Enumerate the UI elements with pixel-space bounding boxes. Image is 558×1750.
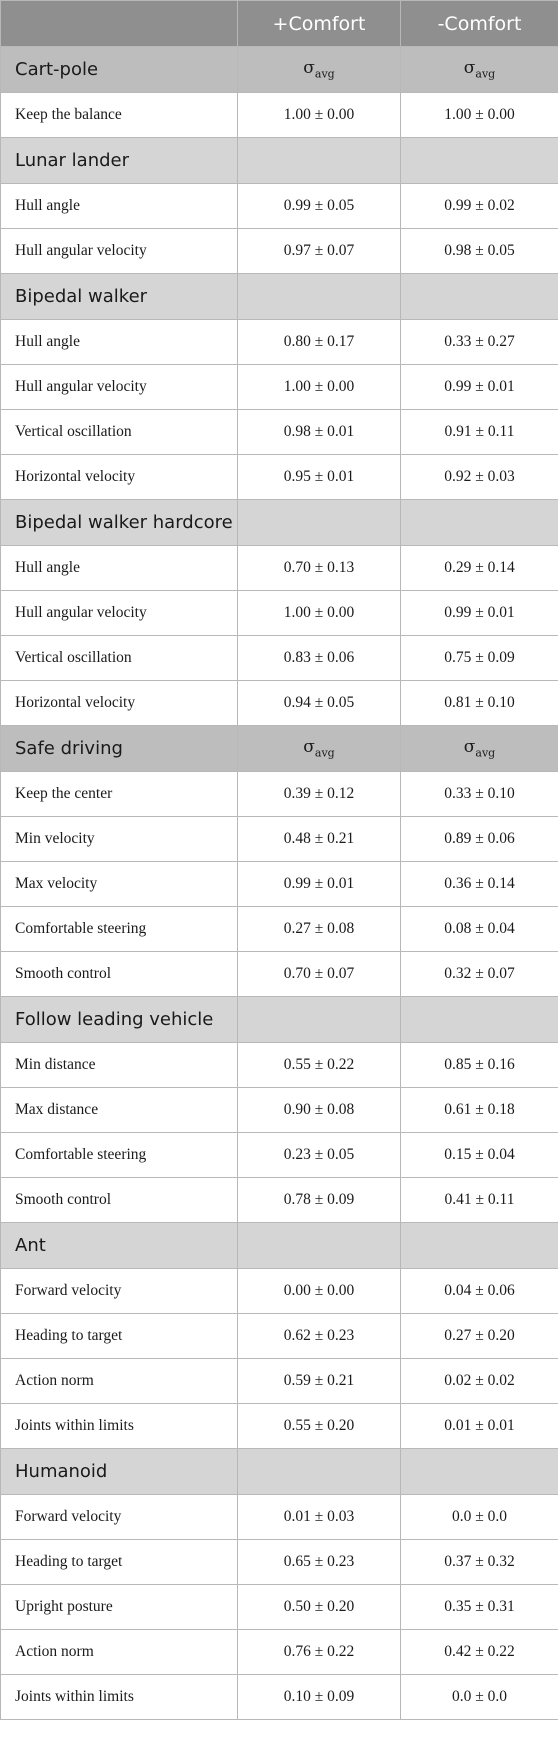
- sigma-avg-label: [238, 1223, 401, 1269]
- metric-name: Action norm: [1, 1359, 238, 1404]
- sigma-avg-label: [238, 1449, 401, 1495]
- sigma-avg-label: [401, 1223, 558, 1269]
- sigma-avg-label: [401, 726, 558, 772]
- metric-name: Upright posture: [1, 1585, 238, 1630]
- metric-name: Heading to target: [1, 1540, 238, 1585]
- metric-name: Heading to target: [1, 1314, 238, 1359]
- table-row: [1, 862, 558, 907]
- section-title: Ant: [1, 1223, 238, 1269]
- table-row: [1, 1088, 558, 1133]
- plus-comfort-value: 0.94 ± 0.05: [238, 681, 401, 726]
- minus-comfort-value: 0.01 ± 0.01: [401, 1404, 558, 1449]
- table-row: [1, 320, 558, 365]
- plus-comfort-value: 0.65 ± 0.23: [238, 1540, 401, 1585]
- table-row: [1, 93, 558, 138]
- minus-comfort-value: 0.29 ± 0.14: [401, 546, 558, 591]
- metric-name: Joints within limits: [1, 1675, 238, 1720]
- sigma-symbol: σ: [303, 737, 315, 758]
- section-header-row: [1, 47, 558, 93]
- sigma-subscript: avg: [475, 67, 496, 81]
- sigma-avg-label: [401, 997, 558, 1043]
- minus-comfort-value: 0.99 ± 0.02: [401, 184, 558, 229]
- minus-comfort-value: 0.08 ± 0.04: [401, 907, 558, 952]
- section-title: Safe driving: [1, 726, 238, 772]
- sigma-avg-label: [238, 47, 401, 93]
- table-row: [1, 952, 558, 997]
- table-row: [1, 817, 558, 862]
- table-row: [1, 1404, 558, 1449]
- header-row: [1, 1, 558, 47]
- table-row: [1, 365, 558, 410]
- sigma-avg-label: [401, 500, 558, 546]
- plus-comfort-value: 0.78 ± 0.09: [238, 1178, 401, 1223]
- minus-comfort-value: 0.27 ± 0.20: [401, 1314, 558, 1359]
- section-title: Humanoid: [1, 1449, 238, 1495]
- table-row: [1, 591, 558, 636]
- metric-name: Forward velocity: [1, 1269, 238, 1314]
- table-row: [1, 772, 558, 817]
- metric-name: Horizontal velocity: [1, 455, 238, 500]
- table-row: [1, 1675, 558, 1720]
- table-row: [1, 1269, 558, 1314]
- minus-comfort-value: 0.37 ± 0.32: [401, 1540, 558, 1585]
- minus-comfort-value: 0.75 ± 0.09: [401, 636, 558, 681]
- section-header-row: [1, 1223, 558, 1269]
- sigma-avg-label: [238, 138, 401, 184]
- plus-comfort-value: 0.95 ± 0.01: [238, 455, 401, 500]
- metric-name: Hull angle: [1, 184, 238, 229]
- plus-comfort-value: 0.99 ± 0.01: [238, 862, 401, 907]
- plus-comfort-value: 0.55 ± 0.20: [238, 1404, 401, 1449]
- metric-name: Smooth control: [1, 1178, 238, 1223]
- metric-name: Hull angular velocity: [1, 365, 238, 410]
- table-row: [1, 184, 558, 229]
- section-title: Follow leading vehicle: [1, 997, 238, 1043]
- sigma-symbol: σ: [463, 58, 476, 79]
- section-title: Bipedal walker: [1, 274, 238, 320]
- minus-comfort-value: 0.02 ± 0.02: [401, 1359, 558, 1404]
- minus-comfort-value: 0.36 ± 0.14: [401, 862, 558, 907]
- minus-comfort-value: 0.42 ± 0.22: [401, 1630, 558, 1675]
- plus-comfort-value: 0.83 ± 0.06: [238, 636, 401, 681]
- minus-comfort-value: 0.41 ± 0.11: [401, 1178, 558, 1223]
- metric-name: Comfortable steering: [1, 907, 238, 952]
- minus-comfort-value: 0.0 ± 0.0: [401, 1675, 558, 1720]
- sigma-avg-label: [238, 500, 401, 546]
- table-row: [1, 1585, 558, 1630]
- metric-name: Joints within limits: [1, 1404, 238, 1449]
- minus-comfort-value: 0.04 ± 0.06: [401, 1269, 558, 1314]
- table-row: [1, 1133, 558, 1178]
- sigma-symbol: σ: [303, 58, 315, 79]
- plus-comfort-value: 0.99 ± 0.05: [238, 184, 401, 229]
- plus-comfort-value: 0.98 ± 0.01: [238, 410, 401, 455]
- minus-comfort-value: 0.32 ± 0.07: [401, 952, 558, 997]
- minus-comfort-value: 0.91 ± 0.11: [401, 410, 558, 455]
- plus-comfort-value: 0.62 ± 0.23: [238, 1314, 401, 1359]
- minus-comfort-value: 0.99 ± 0.01: [401, 365, 558, 410]
- metric-name: Forward velocity: [1, 1495, 238, 1540]
- section-title: Lunar lander: [1, 138, 238, 184]
- metric-name: Horizontal velocity: [1, 681, 238, 726]
- metric-name: Hull angular velocity: [1, 229, 238, 274]
- table-body: [1, 47, 558, 1720]
- plus-comfort-value: 1.00 ± 0.00: [238, 365, 401, 410]
- minus-comfort-value: 0.99 ± 0.01: [401, 591, 558, 636]
- minus-comfort-value: 0.33 ± 0.27: [401, 320, 558, 365]
- table-row: [1, 907, 558, 952]
- plus-comfort-value: 1.00 ± 0.00: [238, 93, 401, 138]
- table-row: [1, 410, 558, 455]
- section-title: Cart-pole: [1, 47, 238, 93]
- sigma-avg-label: [401, 138, 558, 184]
- plus-comfort-value: 0.23 ± 0.05: [238, 1133, 401, 1178]
- plus-comfort-value: 0.01 ± 0.03: [238, 1495, 401, 1540]
- table-row: [1, 1359, 558, 1404]
- plus-comfort-value: 1.00 ± 0.00: [238, 591, 401, 636]
- plus-comfort-value: 0.90 ± 0.08: [238, 1088, 401, 1133]
- table-row: [1, 546, 558, 591]
- table-row: [1, 1043, 558, 1088]
- plus-comfort-value: 0.55 ± 0.22: [238, 1043, 401, 1088]
- table-row: [1, 229, 558, 274]
- minus-comfort-value: 1.00 ± 0.00: [401, 93, 558, 138]
- metric-name: Action norm: [1, 1630, 238, 1675]
- minus-comfort-value: 0.33 ± 0.10: [401, 772, 558, 817]
- plus-comfort-value: 0.80 ± 0.17: [238, 320, 401, 365]
- sigma-subscript: avg: [475, 746, 496, 760]
- minus-comfort-value: 0.0 ± 0.0: [401, 1495, 558, 1540]
- plus-comfort-value: 0.50 ± 0.20: [238, 1585, 401, 1630]
- metric-name: Comfortable steering: [1, 1133, 238, 1178]
- sigma-subscript: avg: [314, 746, 335, 760]
- plus-comfort-value: 0.48 ± 0.21: [238, 817, 401, 862]
- minus-comfort-value: 0.92 ± 0.03: [401, 455, 558, 500]
- minus-comfort-value: 0.89 ± 0.06: [401, 817, 558, 862]
- table-row: [1, 1314, 558, 1359]
- sigma-avg-label: [238, 997, 401, 1043]
- metric-name: Smooth control: [1, 952, 238, 997]
- plus-comfort-value: 0.39 ± 0.12: [238, 772, 401, 817]
- sigma-avg-label: [401, 1449, 558, 1495]
- minus-comfort-value: 0.61 ± 0.18: [401, 1088, 558, 1133]
- table-row: [1, 681, 558, 726]
- metric-name: Vertical oscillation: [1, 636, 238, 681]
- metric-name: Hull angular velocity: [1, 591, 238, 636]
- metric-name: Vertical oscillation: [1, 410, 238, 455]
- section-title: Bipedal walker hardcore: [1, 500, 238, 546]
- sigma-avg-label: [238, 274, 401, 320]
- plus-comfort-value: 0.70 ± 0.13: [238, 546, 401, 591]
- sigma-symbol: σ: [463, 737, 476, 758]
- metric-name: Max velocity: [1, 862, 238, 907]
- metric-name: Min velocity: [1, 817, 238, 862]
- plus-comfort-value: 0.10 ± 0.09: [238, 1675, 401, 1720]
- header-minus-comfort: -Comfort: [401, 1, 558, 47]
- table-row: [1, 1495, 558, 1540]
- section-header-row: [1, 274, 558, 320]
- table-header: [1, 1, 558, 47]
- minus-comfort-value: 0.15 ± 0.04: [401, 1133, 558, 1178]
- table-row: [1, 1540, 558, 1585]
- minus-comfort-value: 0.98 ± 0.05: [401, 229, 558, 274]
- section-header-row: [1, 726, 558, 772]
- section-header-row: [1, 997, 558, 1043]
- metric-name: Hull angle: [1, 320, 238, 365]
- plus-comfort-value: 0.59 ± 0.21: [238, 1359, 401, 1404]
- metric-name: Min distance: [1, 1043, 238, 1088]
- header-corner: [1, 1, 238, 47]
- minus-comfort-value: 0.85 ± 0.16: [401, 1043, 558, 1088]
- sigma-avg-label: [401, 274, 558, 320]
- section-header-row: [1, 1449, 558, 1495]
- sigma-avg-label: [401, 47, 558, 93]
- metric-name: Keep the center: [1, 772, 238, 817]
- metric-name: Hull angle: [1, 546, 238, 591]
- plus-comfort-value: 0.00 ± 0.00: [238, 1269, 401, 1314]
- metric-name: Keep the balance: [1, 93, 238, 138]
- section-header-row: [1, 138, 558, 184]
- metric-name: Max distance: [1, 1088, 238, 1133]
- table-row: [1, 455, 558, 500]
- plus-comfort-value: 0.70 ± 0.07: [238, 952, 401, 997]
- table-row: [1, 1630, 558, 1675]
- sigma-avg-label: [238, 726, 401, 772]
- table-row: [1, 636, 558, 681]
- table-row: [1, 1178, 558, 1223]
- minus-comfort-value: 0.81 ± 0.10: [401, 681, 558, 726]
- plus-comfort-value: 0.76 ± 0.22: [238, 1630, 401, 1675]
- section-header-row: [1, 500, 558, 546]
- minus-comfort-value: 0.35 ± 0.31: [401, 1585, 558, 1630]
- header-plus-comfort: +Comfort: [238, 1, 401, 47]
- sigma-subscript: avg: [314, 67, 335, 81]
- plus-comfort-value: 0.97 ± 0.07: [238, 229, 401, 274]
- plus-comfort-value: 0.27 ± 0.08: [238, 907, 401, 952]
